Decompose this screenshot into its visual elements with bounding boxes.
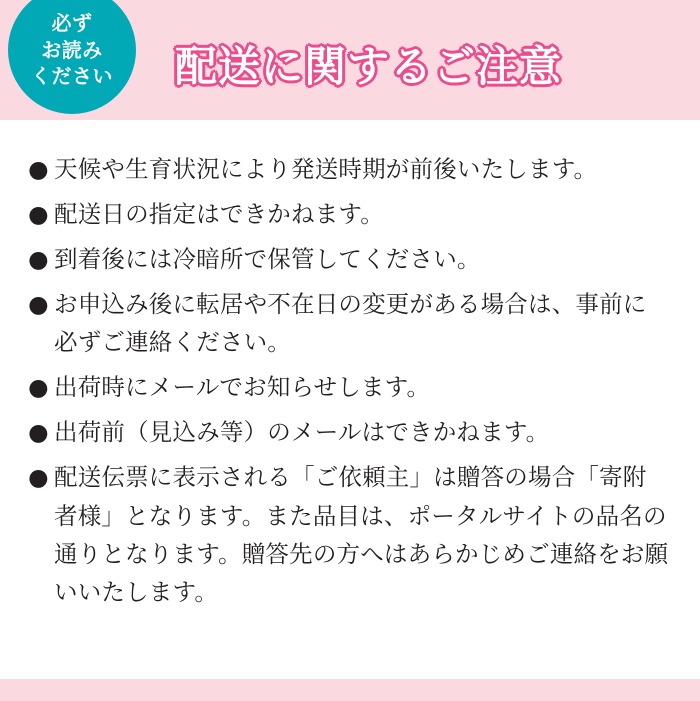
- bullet-icon: ●: [28, 373, 49, 402]
- list-item: [28, 285, 670, 361]
- list-item-text: 配送伝票に表示される「ご依頼主」は贈答の場合「寄附者様」となります。また品目は、ポータルサイトの品名の通りとなります。贈答先の方へはあらかじめご連絡をお願いいたします。: [54, 463, 669, 606]
- notes-list: [0, 150, 700, 618]
- bullet-icon: ●: [28, 155, 49, 183]
- badge-line-1: 必ず: [51, 11, 93, 36]
- list-item: [28, 150, 670, 188]
- list-item: [28, 195, 670, 233]
- list-item: [28, 458, 670, 610]
- bullet-icon: ●: [28, 245, 49, 274]
- bullet-icon: ●: [28, 290, 49, 319]
- bullet-icon: ●: [28, 463, 49, 492]
- list-item-text: 配送日の指定はできかねます。: [54, 200, 384, 229]
- page-title: 配送に関するご注意: [175, 42, 563, 91]
- bullet-icon: ●: [28, 200, 49, 229]
- list-item-text: 到着後には冷暗所で保管してください。: [54, 245, 481, 274]
- footer-bar: [0, 679, 700, 701]
- list-item-text: お申込み後に転居や不在日の変更がある場合は、事前に必ずご連絡ください。: [54, 290, 647, 357]
- list-item-text: 出荷時にメールでお知らせします。: [54, 373, 431, 402]
- bullet-icon: ●: [28, 418, 49, 447]
- list-item-text: 天候や生育状況により発送時期が前後いたします。: [54, 155, 598, 183]
- list-item: [28, 413, 670, 451]
- badge-line-2: お読み: [41, 37, 103, 62]
- list-item-text: 出荷前（見込み等）のメールはできかねます。: [54, 418, 550, 447]
- list-item: [28, 240, 670, 278]
- badge-line-3: ください: [31, 64, 113, 89]
- list-item: [28, 368, 670, 406]
